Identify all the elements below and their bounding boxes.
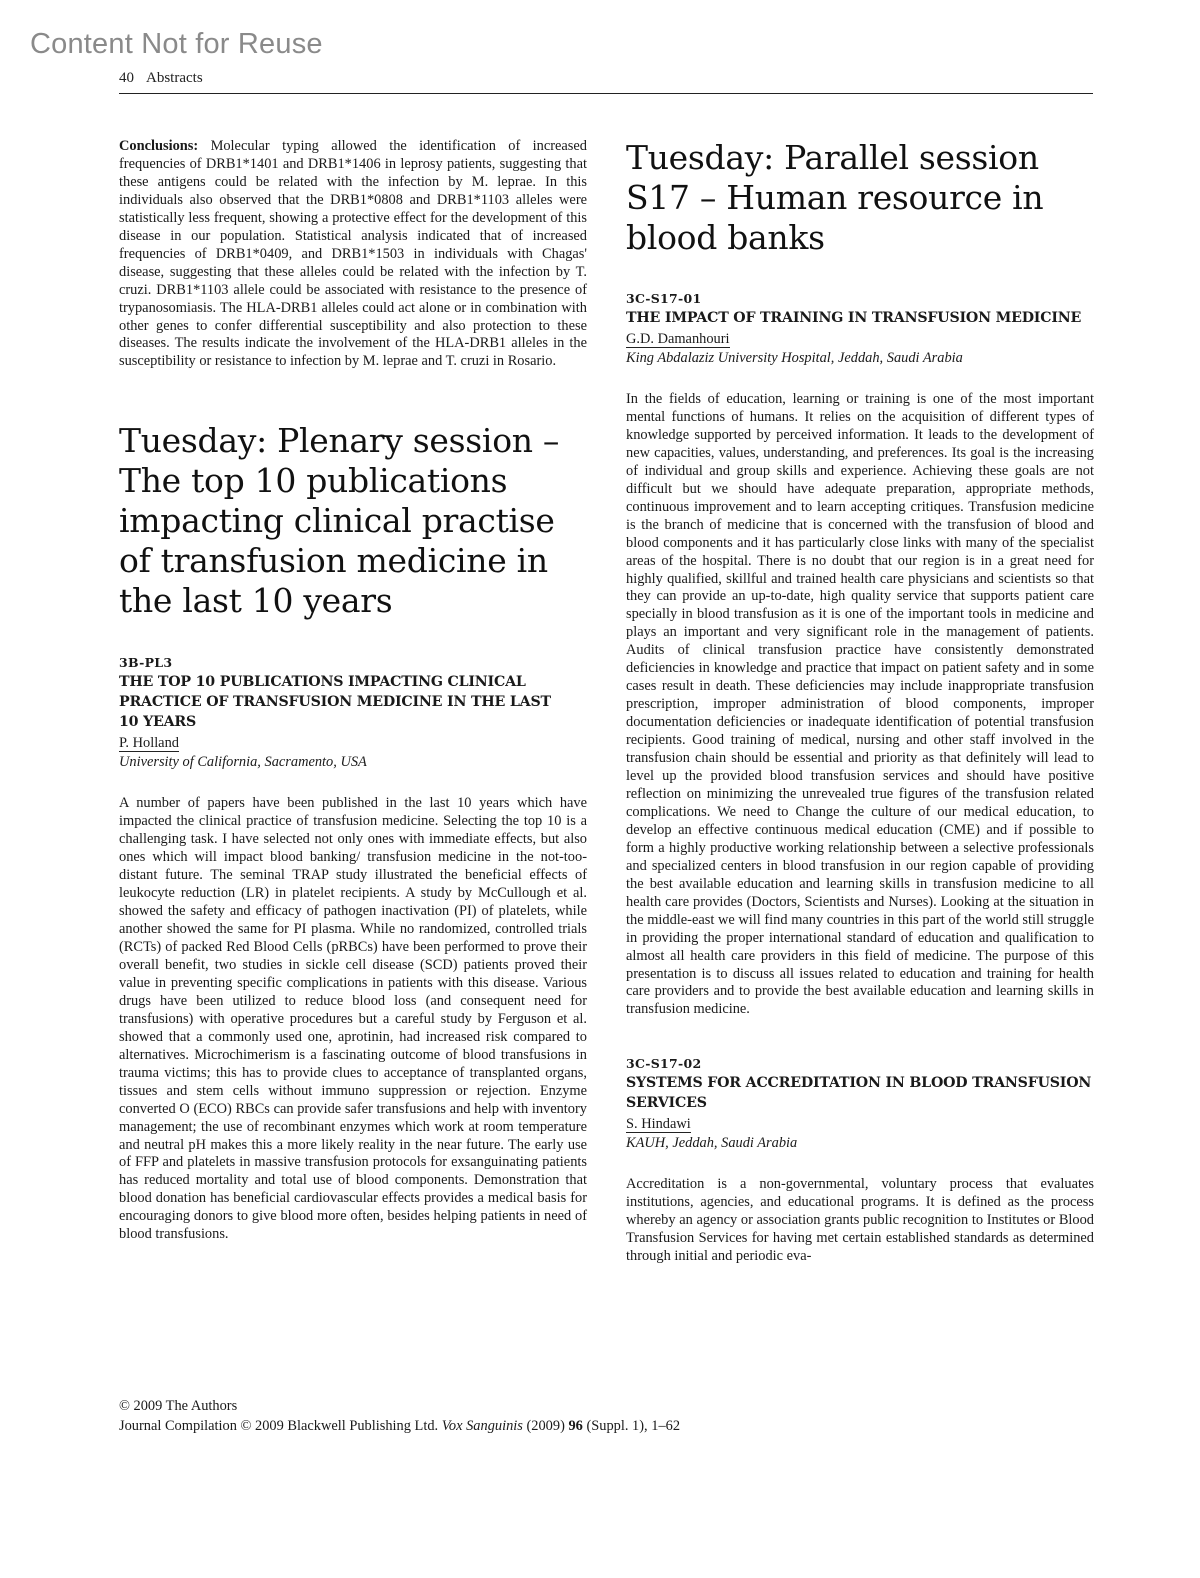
footer-copyright: © 2009 The Authors bbox=[119, 1398, 238, 1414]
abstract-3b-pl3 bbox=[119, 654, 587, 1244]
page-number: 40 bbox=[119, 70, 134, 86]
footer-year: (2009) bbox=[526, 1418, 565, 1434]
abstract-3c-s17-02 bbox=[626, 1055, 1094, 1266]
plenary-session-heading: Tuesday: Plenary session – The top 10 publications impacting clinical practise of transfusion medicine in the last 10 years bbox=[119, 421, 560, 621]
conclusions-text: Molecular typing allowed the identification of increased frequencies of DRB1*1401 and DRB1*1406 in leprosy patients, suggesting that these antigens could be related with the infection by M. leprae. In this individuals also observed that the DRB1*0808 and DRB1*1103 alleles were statistically less frequent, showing a protective effect for the development of this disease in our population. Statistical analysis indicated that of increased frequencies of DRB1*0409, and DRB1*1503 in individuals with Chagas' disease, suggesting that these alleles could be related with the infection by T. cruzi. DRB1*1103 allele could be associated with resistance to the presence of trypanosomiasis. The HLA-DRB1 alleles could act alone or in combination with other genes to confer differential susceptibility and also protection to these diseases. The results indicate the involvement of the HLA-DRB1 alleles in the susceptibility or resistance to infection by M. leprae and T. cruzi in Rosario. bbox=[119, 138, 587, 370]
abstract-affiliation: KAUH, Jeddah, Saudi Arabia bbox=[626, 1135, 798, 1152]
footer-compilation bbox=[119, 1416, 680, 1436]
parallel-session-heading: Tuesday: Parallel session S17 – Human resource in blood banks bbox=[626, 138, 1044, 257]
abstract-author: P. Holland bbox=[119, 735, 179, 752]
abstract-code: 3C-S17-02 bbox=[626, 1056, 702, 1072]
abstract-affiliation: University of California, Sacramento, USA bbox=[119, 754, 367, 771]
abstract-affiliation: King Abdalaziz University Hospital, Jeddah, Saudi Arabia bbox=[626, 350, 963, 366]
running-head bbox=[119, 70, 203, 87]
abstract-3c-s17-01 bbox=[626, 290, 1094, 1019]
watermark: Content Not for Reuse bbox=[30, 28, 323, 60]
section-name: Abstracts bbox=[146, 70, 203, 86]
abstract-body: Accreditation is a non-governmental, voluntary process that evaluates institutions, agencies, and educational programs. It is defined as the process whereby an agency or association grants public recognition to Institutes or Blood Transfusion Services for having met certain established standards as determined through initial and periodic eva- bbox=[626, 1176, 1094, 1265]
abstract-code: 3B-PL3 bbox=[119, 655, 173, 671]
abstract-title: THE IMPACT OF TRAINING IN TRANSFUSION MEDICINE bbox=[626, 310, 1082, 326]
footer-supplement: (Suppl. 1), 1–62 bbox=[586, 1418, 681, 1434]
abstract-code: 3C-S17-01 bbox=[626, 291, 702, 306]
right-column bbox=[626, 138, 1094, 1266]
abstract-author: G.D. Damanhouri bbox=[626, 331, 730, 347]
abstract-title: SYSTEMS FOR ACCREDITATION IN BLOOD TRANSFUSION SERVICES bbox=[626, 1075, 1092, 1112]
footer-journal: Vox Sanguinis bbox=[441, 1418, 523, 1434]
header-rule bbox=[119, 93, 1093, 94]
abstract-title: THE TOP 10 PUBLICATIONS IMPACTING CLINICAL PRACTICE OF TRANSFUSION MEDICINE IN THE LAST 10 YEARS bbox=[119, 674, 551, 731]
conclusions-label: Conclusions: bbox=[119, 138, 199, 154]
left-column bbox=[119, 138, 587, 1244]
abstract-author: S. Hindawi bbox=[626, 1116, 691, 1133]
footer-compilation-prefix: Journal Compilation © 2009 Blackwell Publishing Ltd. bbox=[119, 1418, 439, 1434]
page-footer bbox=[119, 1396, 680, 1436]
footer-volume: 96 bbox=[568, 1418, 583, 1434]
conclusions-paragraph bbox=[119, 138, 587, 371]
abstract-body: In the fields of education, learning or training is one of the most important mental functions of humans. It relies on the acquisition of different types of knowledge supported by perceived information. It leads to the development of new capacities, values, understanding, and preferences. Its goal is the increasing of individual and group skills and experience. Achieving these goals are not difficult but we should have adequate preparation, appropriate methods, continuous improvement and to learn accepting critiques. Transfusion medicine is the branch of medicine that is concerned with the transfusion of blood and blood components and it has particularly close links with many of the specialist areas of the hospital. There is no doubt that our region is in a great need for highly qualified, skillful and trained health care physicians and scientists so that they can provide an up-to-date, high quality service that supports patient care specially in blood transfusion as it is one of the important tools in medicine and plays an important and very significant role in the management of patients. Audits of clinical transfusion practice have consistently demonstrated deficiencies in knowledge and practice that impact on patient safety and in some cases result in death. These deficiencies may include inappropriate transfusion prescription, improper administration of blood components, improper documentation deficiencies or inadequate identification of potential transfusion recipients. Good training of medical, nursing and other staff involved in the transfusion chain should be essential and priority as that definitely will lead to level up the provided blood transfusion services and should have positive reflection on minimizing the unrevealed true figures of the transfusion related complications. We need to Change the culture of our medical education, to develop an effective continuous medical education (CME) and if possible to form a highly productive working relationship between a selective professionals and specialized centers in blood transfusion in our region capable of providing the best available education and learning skills in transfusion medicine to all health care provides (Doctors, Scientists and Nurses). Looking at the situation in the middle-east we will find many countries in this part of the world still struggle in providing the proper international standard of education and qualification to almost all health care providers in this field of medicine. The purpose of this presentation is to discuss all issues related to education and training for health care providers and to provide the best available education and learning skills in transfusion medicine. bbox=[626, 391, 1094, 1018]
abstract-body: A number of papers have been published in the last 10 years which have impacted the clinical practice of transfusion medicine. Selecting the top 10 is a challenging task. I have selected not only ones with immediate effects, but also ones which will impact blood banking/ transfusion medicine in the not-too-distant future. The seminal TRAP study illustrated the beneficial effects of leukocyte reduction (LR) in platelet recipients. A study by McCullough et al. showed the safety and efficacy of pathogen inactivation (PI) of platelets, while another showed the same for PI plasma. While no randomized, controlled trials (RCTs) of packed Red Blood Cells (pRBCs) have been performed to prove their overall benefit, two studies in sickle cell disease (SCD) patients proved their value in preventing specific complications in patients with this disease. Various drugs have been utilized to reduce blood loss (and consequent need for transfusions) with operative procedures but a careful study by Ferguson et al. showed that a commonly used one, aprotinin, had increased risk compared to alternatives. Microchimerism is a fascinating outcome of blood transfusions in trauma victims; this has to provide clues to acceptance of transplanted organs, tissues and stem cells without immuno suppression or rejection. Enzyme converted O (ECO) RBCs can provide safer transfusions and help with inventory management; the use of recombinant enzymes which work at room temperature and neutral pH makes this a more likely reality in the near future. The early use of FFP and platelets in massive transfusion protocols for exsanguinating patients has reduced mortality and total use of blood components. Demonstration that blood donation has beneficial cardiovascular effects provides a medical basis for encouraging donors to give blood more often, besides helping patients in need of blood transfusions. bbox=[119, 795, 587, 1243]
